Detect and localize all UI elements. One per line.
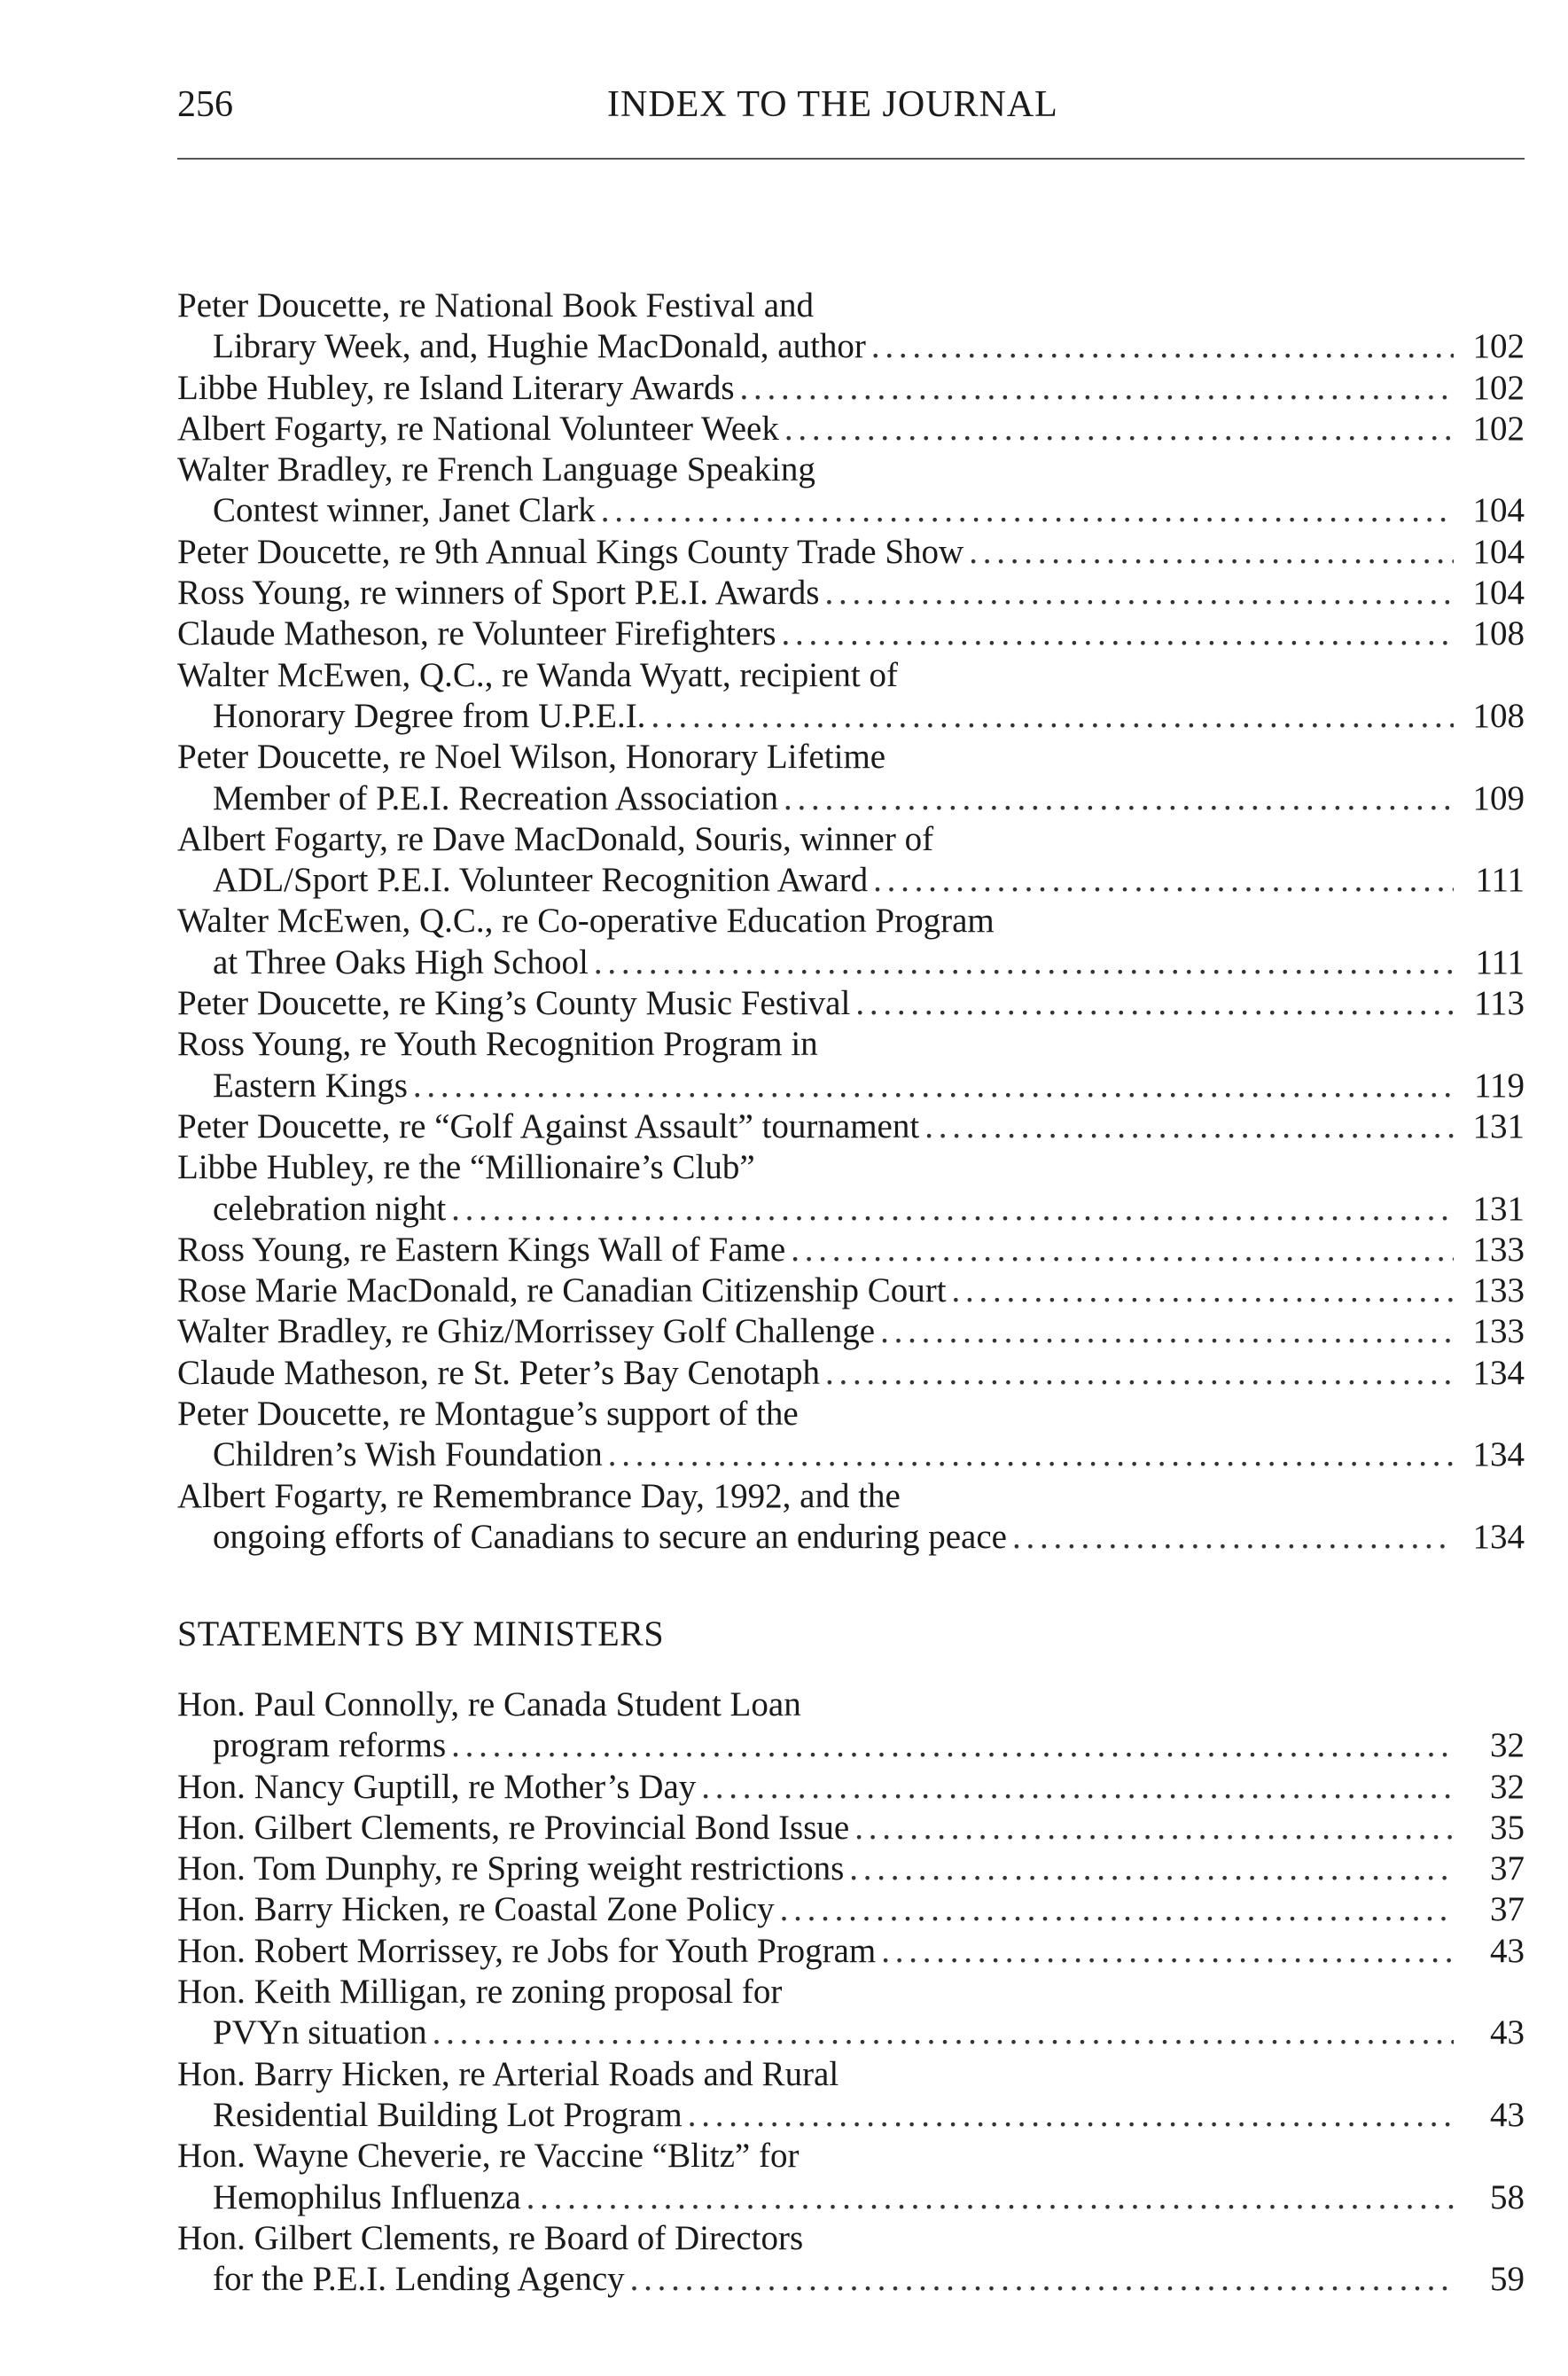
page-reference: 111 [1475, 861, 1525, 900]
page-reference: 102 [1472, 409, 1525, 448]
index-entry [177, 1848, 1525, 1889]
page-reference: 37 [1490, 1849, 1525, 1888]
page-reference: 35 [1490, 1808, 1525, 1847]
entry-text: Walter McEwen, Q.C., re Wanda Wyatt, recipient of [177, 655, 898, 694]
page-reference: 133 [1472, 1271, 1525, 1310]
dot-leader [881, 1931, 1454, 1972]
dot-leader [780, 1889, 1454, 1930]
index-entry [177, 1024, 1525, 1106]
entry-line [177, 901, 1525, 942]
entry-line [177, 1972, 1525, 2013]
dot-leader [784, 409, 1454, 449]
dot-leader [527, 2177, 1454, 2218]
section-heading: STATEMENTS BY MINISTERS [177, 1614, 665, 1653]
page-number: 256 [177, 84, 233, 125]
index-entry [177, 1767, 1525, 1808]
entry-line [177, 1848, 1525, 1889]
entry-continuation-line [177, 1066, 1525, 1106]
entry-continuation-line [177, 778, 1525, 819]
entry-continuation-line [177, 1725, 1525, 1766]
entry-text: PVYn situation [213, 2013, 427, 2052]
index-entry [177, 655, 1525, 738]
entry-text: Walter Bradley, re French Language Speaking [177, 450, 815, 489]
entry-text: Hon. Robert Morrissey, re Jobs for Youth Program [177, 1931, 877, 1970]
entry-text: Ross Young, re winners of Sport P.E.I. Awards [177, 574, 820, 613]
page-reference: 104 [1472, 574, 1525, 613]
entry-line [177, 1147, 1525, 1188]
entry-continuation-line [177, 326, 1525, 367]
page-reference: 102 [1472, 327, 1525, 366]
entry-line [177, 285, 1525, 326]
entry-text: ADL/Sport P.E.I. Volunteer Recognition Award [213, 861, 869, 900]
page-reference: 43 [1490, 2013, 1525, 2052]
entry-text: Albert Fogarty, re National Volunteer Week [177, 409, 779, 448]
entry-line [177, 449, 1525, 490]
entry-text: Claude Matheson, re St. Peter’s Bay Cenotaph [177, 1353, 820, 1392]
page-reference: 109 [1472, 778, 1525, 817]
entry-line [177, 1106, 1525, 1147]
dot-leader [854, 1808, 1454, 1848]
entry-text: Hon. Gilbert Clements, re Board of Directors [177, 2218, 804, 2257]
dot-leader [594, 942, 1454, 983]
entry-text: Children’s Wish Foundation [213, 1435, 603, 1474]
index-entry [177, 614, 1525, 654]
entry-continuation-line [177, 490, 1525, 531]
page-reference: 134 [1472, 1435, 1525, 1474]
entry-line [177, 2218, 1525, 2259]
dot-leader [413, 1066, 1454, 1106]
dot-leader [451, 1725, 1454, 1766]
entry-continuation-line [177, 696, 1525, 737]
entry-line [177, 1311, 1525, 1352]
entry-line [177, 1808, 1525, 1848]
entry-text: Contest winner, Janet Clark [213, 491, 596, 530]
page-reference: 131 [1472, 1106, 1525, 1145]
entry-text: Residential Building Lot Program [213, 2095, 683, 2134]
entry-line [177, 819, 1525, 860]
entry-text: Peter Doucette, re Montague’s support of the [177, 1395, 799, 1434]
entry-line [177, 532, 1525, 573]
entry-text: Hon. Paul Connolly, re Canada Student Loan [177, 1685, 801, 1723]
page-reference: 111 [1475, 942, 1525, 981]
entry-text: at Three Oaks High School [213, 942, 589, 981]
index-entry [177, 901, 1525, 983]
page-reference: 131 [1472, 1189, 1525, 1228]
dot-leader [608, 1434, 1454, 1475]
entry-text: Honorary Degree from U.P.E.I. [213, 696, 646, 735]
index-entry [177, 983, 1525, 1024]
dot-leader [740, 368, 1454, 409]
entry-continuation-line [177, 1517, 1525, 1558]
index-entry [177, 532, 1525, 573]
dot-leader [824, 573, 1454, 614]
dot-leader [701, 1767, 1454, 1808]
page-reference: 59 [1490, 2260, 1525, 2299]
page-reference: 108 [1472, 614, 1525, 653]
page-reference: 58 [1490, 2177, 1525, 2216]
entry-text: Peter Doucette, re Noel Wilson, Honorary Lifetime [177, 738, 886, 777]
entry-line [177, 1230, 1525, 1270]
dot-leader [873, 860, 1454, 901]
entry-text: celebration night [213, 1189, 447, 1228]
page-reference: 104 [1472, 491, 1525, 530]
index-entry [177, 1972, 1525, 2054]
dot-leader [849, 1848, 1454, 1889]
dot-leader [784, 778, 1454, 819]
page-reference: 133 [1472, 1312, 1525, 1351]
entry-continuation-line [177, 2095, 1525, 2136]
entry-line [177, 2054, 1525, 2095]
entry-text: Ross Young, re Eastern Kings Wall of Fame [177, 1230, 786, 1269]
entry-text: Hon. Tom Dunphy, re Spring weight restrictions [177, 1849, 845, 1888]
entry-text: program reforms [213, 1726, 447, 1765]
page-reference: 104 [1472, 532, 1525, 571]
header-rule [177, 158, 1525, 160]
page-reference: 43 [1490, 2095, 1525, 2134]
entry-text: Rose Marie MacDonald, re Canadian Citizenship Court [177, 1271, 947, 1310]
page-reference: 32 [1490, 1726, 1525, 1765]
entry-text: ongoing efforts of Canadians to secure an enduring peace [213, 1517, 1007, 1556]
index-entry [177, 1230, 1525, 1270]
dot-leader [952, 1270, 1454, 1311]
entry-continuation-line [177, 2013, 1525, 2053]
index-entry [177, 368, 1525, 409]
entry-text: for the P.E.I. Lending Agency [213, 2260, 625, 2299]
entry-line [177, 1767, 1525, 1808]
index-entry [177, 819, 1525, 902]
page-reference: 108 [1472, 696, 1525, 735]
entry-continuation-line [177, 1189, 1525, 1230]
running-head-title: INDEX TO THE JOURNAL [607, 84, 1058, 125]
entry-line [177, 1394, 1525, 1434]
dot-leader [825, 1353, 1454, 1394]
page-reference: 43 [1490, 1931, 1525, 1970]
entry-line [177, 1024, 1525, 1065]
entry-text: Claude Matheson, re Volunteer Firefighters [177, 614, 776, 653]
index-entry [177, 1147, 1525, 1230]
dot-leader [601, 490, 1454, 531]
entry-continuation-line [177, 860, 1525, 901]
index-entries [177, 1684, 1525, 2300]
entry-text: Peter Doucette, re King’s County Music Festival [177, 984, 851, 1023]
index-entry [177, 285, 1525, 368]
index-entry [177, 1106, 1525, 1147]
dot-leader [924, 1106, 1454, 1147]
index-entry [177, 1808, 1525, 1848]
entry-text: Ross Young, re Youth Recognition Program in [177, 1025, 818, 1064]
entry-text: Albert Fogarty, re Dave MacDonald, Souris, winner of [177, 819, 934, 858]
entry-continuation-line [177, 942, 1525, 983]
entry-text: Library Week, and, Hughie MacDonald, author [213, 327, 866, 366]
entry-text: Hon. Keith Milligan, re zoning proposal for [177, 1973, 783, 2012]
page-reference: 113 [1473, 984, 1525, 1023]
entry-line [177, 983, 1525, 1024]
statements-by-members-section [177, 285, 1525, 1558]
entry-line [177, 409, 1525, 449]
entry-line [177, 1353, 1525, 1394]
entry-text: Peter Doucette, re “Golf Against Assault” tournament [177, 1106, 920, 1145]
page-reference: 133 [1472, 1230, 1525, 1269]
index-entry [177, 2054, 1525, 2137]
entry-line [177, 614, 1525, 654]
index-entry [177, 1931, 1525, 1972]
entry-line [177, 1931, 1525, 1972]
dot-leader [880, 1311, 1454, 1352]
index-entry [177, 2136, 1525, 2218]
entry-text: Hon. Nancy Guptill, re Mother’s Day [177, 1767, 697, 1806]
page-reference: 102 [1472, 368, 1525, 407]
dot-leader [782, 614, 1455, 654]
entry-text: Hemophilus Influenza [213, 2177, 521, 2216]
entry-line [177, 2136, 1525, 2177]
page-reference: 37 [1490, 1890, 1525, 1929]
dot-leader [791, 1230, 1454, 1270]
entry-text: Walter McEwen, Q.C., re Co-operative Education Program [177, 902, 995, 941]
dot-leader [688, 2095, 1454, 2136]
index-entry [177, 1394, 1525, 1476]
entry-text: Eastern Kings [213, 1066, 408, 1105]
index-entry [177, 573, 1525, 614]
dot-leader [451, 1189, 1454, 1230]
index-entry [177, 737, 1525, 819]
page-reference: 119 [1473, 1066, 1525, 1105]
running-head [177, 80, 1525, 129]
entry-text: Member of P.E.I. Recreation Association [213, 778, 778, 817]
page-reference: 32 [1490, 1767, 1525, 1806]
entry-text: Hon. Wayne Cheverie, re Vaccine “Blitz” for [177, 2137, 800, 2176]
entry-text: Peter Doucette, re 9th Annual Kings County Trade Show [177, 532, 964, 571]
entry-continuation-line [177, 2177, 1525, 2218]
entry-line [177, 368, 1525, 409]
entry-text: Hon. Gilbert Clements, re Provincial Bond Issue [177, 1808, 850, 1847]
index-entry [177, 1889, 1525, 1930]
index-entry [177, 2218, 1525, 2301]
entry-text: Peter Doucette, re National Book Festival and [177, 286, 815, 324]
entry-line [177, 573, 1525, 614]
entry-text: Libbe Hubley, re the “Millionaire’s Club” [177, 1148, 755, 1187]
entry-text: Hon. Barry Hicken, re Arterial Roads and Rural [177, 2054, 839, 2093]
entry-text: Walter Bradley, re Ghiz/Morrissey Golf Challenge [177, 1312, 876, 1351]
entry-line [177, 1476, 1525, 1517]
page-reference: 134 [1472, 1517, 1525, 1556]
entry-line [177, 655, 1525, 696]
index-entry [177, 1684, 1525, 1767]
entry-line [177, 1889, 1525, 1930]
index-entry [177, 1353, 1525, 1394]
dot-leader [1012, 1517, 1454, 1558]
index-entries [177, 285, 1525, 1558]
entry-line [177, 1684, 1525, 1725]
index-entry [177, 449, 1525, 532]
entry-continuation-line [177, 2259, 1525, 2300]
entry-continuation-line [177, 1434, 1525, 1475]
dot-leader [969, 532, 1454, 573]
index-entry [177, 409, 1525, 449]
entry-text: Hon. Barry Hicken, re Coastal Zone Policy [177, 1890, 775, 1929]
page-reference: 134 [1472, 1353, 1525, 1392]
dot-leader [651, 696, 1454, 737]
entry-text: Libbe Hubley, re Island Literary Awards [177, 368, 735, 407]
statements-by-ministers-section [177, 1614, 1525, 2300]
entry-line [177, 1270, 1525, 1311]
index-entry [177, 1270, 1525, 1311]
journal-page [177, 80, 1525, 2299]
entry-line [177, 737, 1525, 778]
index-entry [177, 1476, 1525, 1559]
dot-leader [630, 2259, 1454, 2300]
dot-leader [855, 983, 1454, 1024]
dot-leader [871, 326, 1454, 367]
entry-text: Albert Fogarty, re Remembrance Day, 1992, and the [177, 1476, 901, 1515]
dot-leader [433, 2013, 1454, 2053]
index-entry [177, 1311, 1525, 1352]
